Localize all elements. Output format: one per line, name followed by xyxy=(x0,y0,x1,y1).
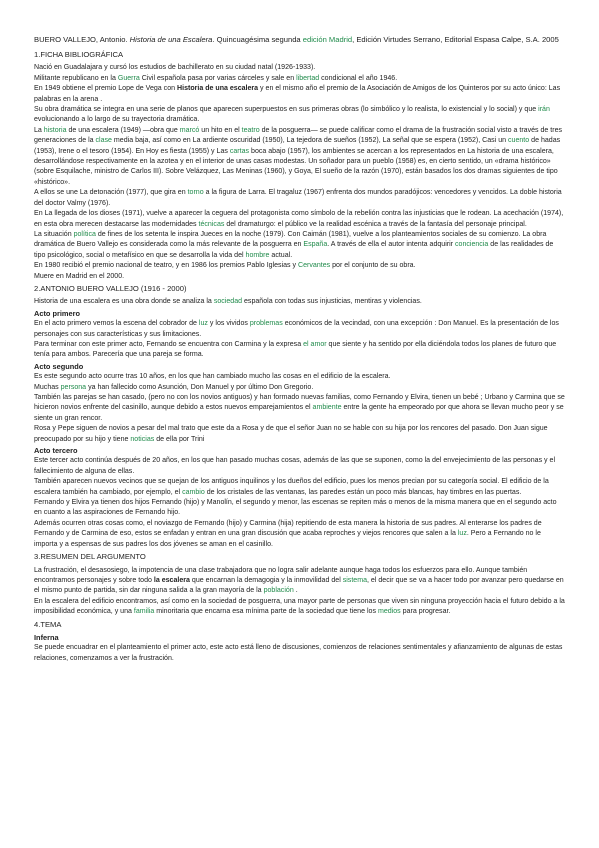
bio-p4: Su obra dramática se integra en una serie de planos que aparecen superpuestos en sus primeras obras (lo simbólico y lo realista, lo existencial y lo social) y que irán evolucionando a lo largo de su trayectoria dramática. xyxy=(34,106,550,124)
link-sociedad[interactable]: sociedad xyxy=(213,298,243,306)
ref-title: Historia de una Escalera xyxy=(129,35,213,44)
link-historia[interactable]: historia xyxy=(43,126,67,134)
act2-p2: Muchas persona ya han fallecido como Asunción, Don Manuel y por último Don Gregorio. xyxy=(34,383,314,391)
section-heading-3: 3.RESUMEN DEL ARGUMENTO xyxy=(34,552,146,562)
bio-p5: La historia de una escalera (1949) —obra que marcó un hito en el teatro de la posguerra— se puede calificar como el drama de la frustración social visto a través de tres generaciones de la clase media baja, así como en La ardiente oscuridad (1950), La tejedora de sueños (1952), La señal que se espera (1952), Casi un cuento de hadas (1953), Irene o el tesoro (1954). En Hoy es fiesta (1955) y Las cartas boca abajo (1957), los ambientes se acercan a los representados en La historia de una escalera, desarrollándose respectivamente en la azotea y en el interior de unas casas modestas. Un soñador para un pueblo (1958) es, en cierto sentido, un «drama histórico» (sobre Esquilache, ministro de Carlos III). Sobre Velázquez, Las Meninas (1960), y Goya, El sueño de la razón (1970), están basados los dos dramas siguientes de tipo «histórico». xyxy=(34,126,563,186)
plot-intro: Historia de una escalera es una obra donde se analiza la sociedad española con todas sus injusticias, mentiras y violencias. xyxy=(34,298,422,306)
link-sistema[interactable]: sistema xyxy=(342,576,367,584)
bio-p9: En 1980 recibió el premio nacional de teatro, y en 1986 los premios Pablo Iglesias y Cervantes por el conjunto de su obra. xyxy=(34,262,416,270)
link-ambiente[interactable]: ambiente xyxy=(312,404,342,412)
link-clase[interactable]: clase xyxy=(95,137,112,145)
subheading-acto-segundo: Acto segundo xyxy=(34,361,84,371)
link-cambio[interactable]: cambio xyxy=(182,488,205,496)
theme-p1: Se puede encuadrar en el planteamiento el primer acto, este acto está lleno de discusiones, comienzos de relaciones sentimentales y afianzamiento de algunas de estas relaciones, comenzamos a ver la frustración. xyxy=(34,644,563,662)
act2-p1: Es este segundo acto ocurre tras 10 años, en los que han cambiado mucho las cosas en el edificio de la escalera. xyxy=(34,373,391,381)
bio-p7: En La llegada de los dioses (1971), vuelve a aparecer la ceguera del protagonista como símbolo de la rebelión contra las injusticias que le rodean. La acechación (1974), en esta obra merecen destacarse las modernidades técnicas del dramaturgo: el público ve la realidad escénica a través de la fantasía del personaje principal. xyxy=(34,210,564,228)
link-problemas[interactable]: problemas xyxy=(249,320,283,328)
link-poblacion[interactable]: población xyxy=(263,587,294,595)
summary-p1: La frustración, el desasosiego, la impotencia de una clase trabajadora que no logra salir adelante aunque haga todos los esfuerzos para ello. Aunque también encontramos personajes y sobre todo la escalera que encarnan la demagogia y la inmovilidad del sistema, el decir que se va a hacer todo por avanzar pero quedarse en el mismo punto de partida, sin dar ninguna salida a la gran mayoría de la población . xyxy=(34,566,564,595)
link-cuento[interactable]: cuento xyxy=(508,137,530,145)
link-familia[interactable]: familia xyxy=(133,608,155,616)
act3-p4: Además ocurren otras cosas como, el noviazgo de Fernando (hijo) y Carmina (hija) repitiendo de esta manera la historia de sus padres. Al enterarse los padres de Fernando y de Carmina de eso, estos se enfadan y entran en una gran discusión que acaba reproches y viejos rencores que salen a la luz. Pero a Fernando no le importa y a espensas de sus padres los dos jóvenes se aman en el casinillo. xyxy=(34,519,542,548)
link-noticias[interactable]: noticias xyxy=(130,435,155,443)
link-guerra[interactable]: Guerra xyxy=(117,74,140,82)
subheading-inferna: Inferna xyxy=(34,632,59,642)
link-conciencia[interactable]: conciencia xyxy=(455,241,489,249)
section-heading-1: 1.FICHA BIBLIOGRÁFICA xyxy=(34,50,124,59)
bio-p10: Muere en Madrid en el 2000. xyxy=(34,272,125,280)
ref-author: BUERO VALLEJO, Antonio. xyxy=(34,35,130,44)
link-iran[interactable]: irán xyxy=(538,106,550,114)
link-tecnicas[interactable]: técnicas xyxy=(198,220,225,228)
bio-p2: Militante republicano en la Guerra Civil española pasa por varias cárceles y sale en libertad condicional el año 1946. xyxy=(34,74,398,82)
subheading-acto-primero: Acto primero xyxy=(34,308,80,318)
bio-p6: A ellos se une La detonación (1977), que gira en torno a la figura de Larra. El tragaluz (1967) enfrenta dos mundos paradójicos: vencedores y vencidos. La doble historia del doctor Valmy (1976). xyxy=(34,189,562,207)
act3-p2: También aparecen nuevos vecinos que se quejan de los antiguos inquilinos y los dueños del edificio, pues los menos precian por su categoría social. El edificio de la escalera también ha cambiado, por ejemplo, el cambio de los cristales de las ventanas, las paredes están un poco más blancas, hay timbres en las puertas. xyxy=(34,478,549,496)
act1-p2: Para terminar con este primer acto, Fernando se encuentra con Carmina y la expresa el amor que siente y ha sentido por ella diciéndola todos los planes de futuro que tenía para ambos. Parecería que una pareja se forma. xyxy=(34,340,557,359)
ref-link[interactable]: edición Madrid xyxy=(302,35,353,44)
link-politica[interactable]: política xyxy=(73,230,96,238)
link-cartas[interactable]: cartas xyxy=(229,147,250,155)
section-heading-4: 4.TEMA xyxy=(34,619,62,629)
act2-p4: Rosa y Pepe siguen de novios a pesar del mal trato que este da a Rosa y de que el señor Juan no se hable con su hija por los rencores del pasado. Don Juan sigue preocupado por su hijo y tiene noticias de ella por Trini xyxy=(34,425,548,443)
link-luz[interactable]: luz xyxy=(198,320,208,328)
subheading-acto-tercero: Acto tercero xyxy=(34,446,78,456)
bibliographic-reference: BUERO VALLEJO, Antonio. Historia de una Escalera. Quincuagésima segunda edición Madrid, Edición Virtudes Serrano, Editorial Espasa Calpe, S.A. 2005 xyxy=(34,35,559,44)
link-medios[interactable]: medios xyxy=(377,608,401,616)
act3-p3: Fernando y Elvira ya tienen dos hijos Fernando (hijo) y Manolín, el segundo y menor, las escenas se repiten más o menos de la misma manera que en el segundo acto en cuanto a las aspiraciones de Fernando hijo. xyxy=(34,499,557,517)
link-libertad[interactable]: libertad xyxy=(296,74,320,82)
bio-p8: La situación política de fines de los setenta le inspira Jueces en la noche (1979). Con Caimán (1981), vuelve a los planteamientos sociales de su comienzo. La obra dramática de Buero Vallejo es considerada como la más relevante de la posguerra en España. A través de ella el autor intenta adquirir conciencia de las realidades de tipo psicológico, social o metafísico en que se desarrolla la vida del hombre actual. xyxy=(34,230,554,259)
link-marco[interactable]: marcó xyxy=(179,126,200,134)
act3-p1: Este tercer acto continúa después de 20 años, en los que han pasado muchas cosas, además de las que se suponen, como la del envejecimiento de las personas y el fallecimiento de alguna de ellas. xyxy=(34,457,556,475)
link-espana[interactable]: España xyxy=(303,241,328,249)
link-luz-2[interactable]: luz xyxy=(457,530,467,538)
link-torno[interactable]: torno xyxy=(187,189,204,197)
link-cervantes[interactable]: Cervantes xyxy=(298,262,331,270)
summary-p2: En la escalera del edificio encontramos, así como en la sociedad de posguerra, una mayor parte de personas que viven sin ninguna proyección hacia el futuro debido a la imposibilidad económica, y una familia minoritaria que encarna esa mínima parte de la sociedad que tiene los medios para progresar. xyxy=(34,597,565,616)
link-el-amor[interactable]: el amor xyxy=(303,340,327,348)
link-persona[interactable]: persona xyxy=(60,383,87,391)
link-teatro[interactable]: teatro xyxy=(241,126,260,134)
bio-p1: Nació en Guadalajara y cursó los estudios de bachillerato en su ciudad natal (1926-1933). xyxy=(34,64,316,72)
act2-p3: También las parejas se han casado, (pero no con los novios antiguos) y han formado nuevas familias, como Fernando y Elvira, tienen un bebé ; Urbano y Carmina que se hicieron novios enfrente del casinillo, aunque debido a estos nuevos emparejamientos el ambiente entre la gente ha empeorado por que ahora se llevan mucho peor y se siente un gran rencor. xyxy=(34,394,565,422)
act1-p1: En el acto primero vemos la escena del cobrador de luz y los vividos problemas económicos de la vecindad, con una excepción : Don Manuel. Es la presentación de los personajes con sus características y sus limitaciones. xyxy=(34,320,559,338)
link-hombre[interactable]: hombre xyxy=(245,251,270,259)
section-heading-2: 2.ANTONIO BUERO VALLEJO (1916 - 2000) xyxy=(34,283,187,293)
bio-p3: En 1949 obtiene el premio Lope de Vega con Historia de una escalera y en el mismo año el premio de la Asociación de Amigos de los Quinteros por su acto único: Las palabras en la arena . xyxy=(34,85,561,103)
